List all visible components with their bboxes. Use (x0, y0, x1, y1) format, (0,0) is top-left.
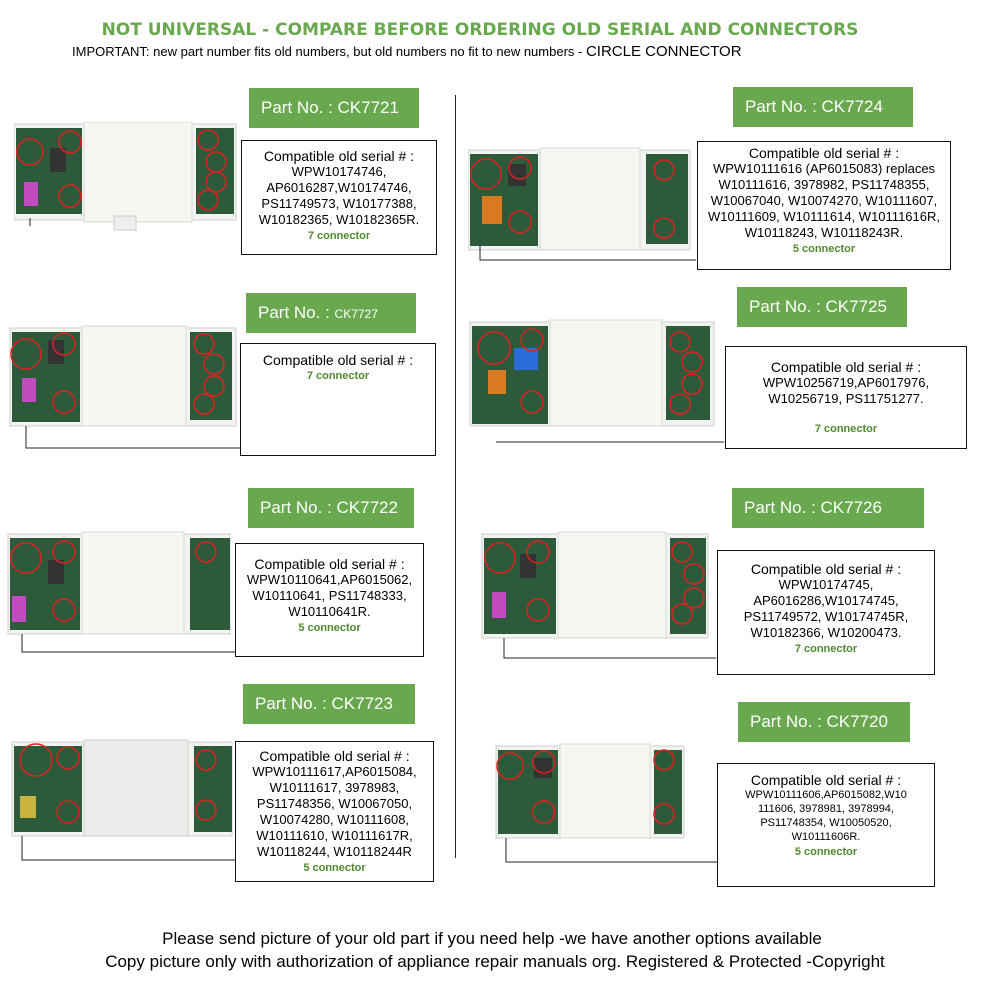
part-badge-ck7724 (733, 87, 913, 127)
compat-serials: WPW10110641,AP6015062, W10110641, PS11748333, W10110641R. (246, 572, 413, 619)
part-label: Part No. : (744, 498, 821, 517)
connector-count: 5 connector (794, 846, 858, 858)
footer-help: Please send picture of your old part if you need help -we have another options available (162, 929, 822, 948)
board-image-ck7720 (494, 742, 718, 866)
compat-box-ck7727 (240, 343, 436, 456)
connector-count: 5 connector (303, 862, 366, 874)
part-label: Part No. : (258, 303, 335, 322)
board-image-ck7727 (8, 322, 240, 452)
compat-label: Compatible old serial # : (750, 772, 902, 788)
part-badge-ck7725 (737, 287, 907, 327)
compat-serials: WPW10256719,AP6017976, W10256719, PS11751277. (762, 375, 930, 406)
compat-serials: WPW10174745, AP6016286,W10174745, PS11749572, W10174745R, W10182366, W10200473. (743, 577, 909, 640)
board-image-ck7723 (10, 738, 236, 864)
connector-count: 5 connector (298, 622, 361, 634)
board-image-ck7724 (468, 146, 696, 264)
page-title: NOT UNIVERSAL - COMPARE BEFORE ORDERING OLD SERIAL AND CONNECTORS (101, 20, 859, 40)
part-label: Part No. : (255, 694, 332, 713)
compat-box-ck7722 (235, 543, 424, 657)
part-number: CK7720 (826, 712, 888, 731)
connector-count: 5 connector (792, 243, 856, 255)
connector-count: 7 connector (306, 370, 370, 382)
compat-serials: WPW10111616 (AP6015083) replaces W10111616, 3978982, PS11748355, W10067040, W10074270, W10111607, W10111609, W10111614, W10111616R, W10118243, W10118243R. (708, 161, 940, 240)
compat-box-ck7724 (697, 141, 951, 270)
part-number: CK7725 (825, 297, 887, 316)
connector-count: 7 connector (794, 643, 858, 655)
compat-serials: WPW10111617,AP6015084, W10111617, 3978983, PS11748356, W10067050, W10074280, W10111608, W10111610, W10111617R, W10118244, W10118244R (252, 764, 417, 859)
part-badge-ck7727 (246, 293, 416, 333)
connector-count: 7 connector (814, 423, 878, 435)
part-label: Part No. : (749, 297, 826, 316)
part-label: Part No. : (261, 98, 338, 117)
important-note-emphasis: CIRCLE CONNECTOR (585, 43, 742, 60)
connector-count: 7 connector (307, 230, 371, 242)
part-number: CK7726 (820, 498, 882, 517)
part-number: CK7727 (334, 307, 378, 321)
part-number: CK7723 (331, 694, 393, 713)
board-image-ck7721 (14, 122, 240, 232)
part-badge-ck7721 (249, 88, 419, 128)
compat-label: Compatible old serial # : (262, 352, 414, 368)
part-number: CK7724 (821, 97, 883, 116)
compat-label: Compatible old serial # : (748, 145, 900, 161)
footer-copyright: Copy picture only with authorization of appliance repair manuals org. Registered & Protected -Copyright (105, 952, 885, 971)
part-number: CK7722 (336, 498, 398, 517)
compat-box-ck7723 (235, 741, 434, 882)
important-note (72, 43, 742, 60)
compat-label: Compatible old serial # : (750, 561, 902, 577)
compat-box-ck7726 (717, 550, 935, 675)
part-badge-ck7722 (248, 488, 414, 528)
part-label: Part No. : (750, 712, 827, 731)
part-badge-ck7726 (732, 488, 924, 528)
compat-box-ck7720 (717, 763, 935, 887)
compat-serials: WPW10174746, AP6016287,W10174746, PS11749573, W10177388, W10182365, W10182365R. (258, 164, 420, 227)
compat-label: Compatible old serial # : (259, 748, 410, 764)
compat-box-ck7725 (725, 346, 967, 449)
part-badge-ck7720 (738, 702, 910, 742)
compat-label: Compatible old serial # : (263, 148, 415, 164)
column-divider (455, 95, 456, 858)
part-label: Part No. : (745, 97, 822, 116)
compat-serials: WPW10111606,AP6015082,W10 111606, 3978981, 3978994, PS11748354, W10050520, W10111606R. (745, 789, 907, 843)
compat-label: Compatible old serial # : (254, 556, 405, 572)
board-image-ck7725 (468, 318, 724, 446)
important-note-text: IMPORTANT: new part number fits old numbers, but old numbers no fit to new numbers - (72, 44, 586, 59)
compat-box-ck7721 (241, 140, 437, 255)
board-image-ck7726 (480, 530, 716, 662)
compat-label: Compatible old serial # : (770, 359, 922, 375)
part-number: CK7721 (337, 98, 399, 117)
part-badge-ck7723 (243, 684, 415, 724)
part-label: Part No. : (260, 498, 337, 517)
board-image-ck7722 (6, 530, 236, 656)
